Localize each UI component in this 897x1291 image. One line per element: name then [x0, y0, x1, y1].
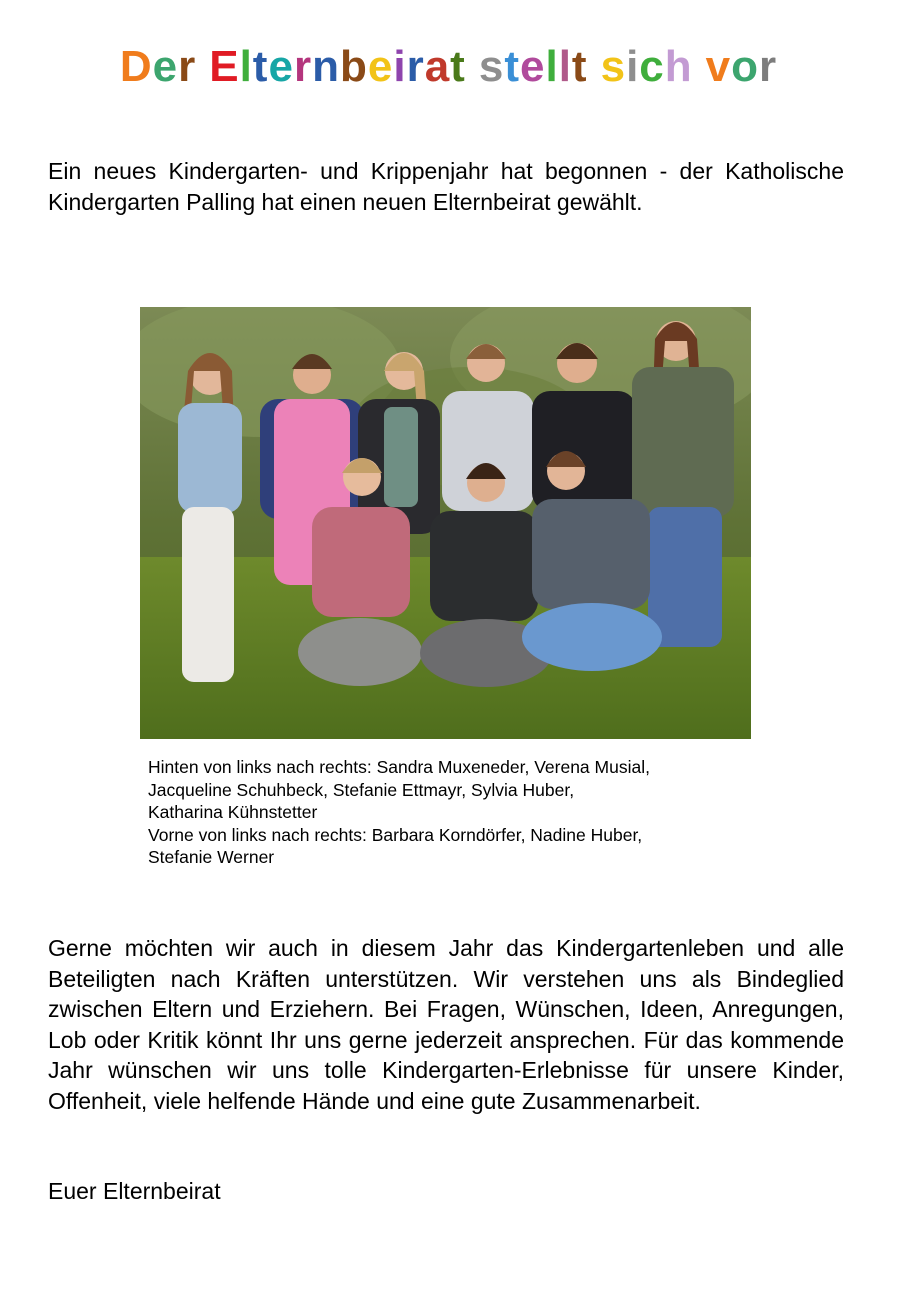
title-letter: r — [293, 42, 313, 91]
title-letter: n — [312, 42, 340, 91]
title-letter: a — [424, 42, 451, 91]
title-letter: e — [268, 42, 294, 91]
title-letter: l — [239, 42, 253, 91]
title-letter: r — [759, 42, 778, 91]
caption-line: Katharina Kühnstetter — [148, 802, 318, 822]
photo-caption — [148, 756, 768, 869]
title-letter: r — [178, 42, 197, 91]
title-letter: e — [367, 42, 394, 91]
title-letter: l — [558, 42, 572, 91]
title-letter: t — [450, 42, 466, 91]
title-letter — [588, 42, 601, 92]
title-letter: t — [252, 42, 269, 91]
title-letter: t — [571, 42, 588, 91]
body-paragraph: Gerne möchten wir auch in diesem Jahr das Kindergartenleben und alle Beteiligten nach Kräften unterstützen. Wir verstehen uns als Bindeglied zwischen Eltern und Erziehern. Bei Fragen, Wünschen, Ideen, Anregungen, Lob oder Kritik könnt Ihr uns gerne jederzeit ansprechen. Für das kommende Jahr wünschen wir uns tolle Kindergarten-Erlebnisse für unsere Kinder, Offenheit, viele helfende Hände und eine gute Zusammenarbeit. — [48, 935, 844, 1114]
caption-line: Stefanie Werner — [148, 847, 275, 867]
title-letter: t — [504, 42, 520, 91]
title-letter: l — [545, 42, 559, 91]
title-letter: i — [393, 42, 407, 91]
group-photo — [140, 307, 751, 739]
title-letter: s — [600, 42, 627, 91]
intro-paragraph: Ein neues Kindergarten- und Krippenjahr hat begonnen - der Katholische Kindergarten Palling hat einen neuen Elternbeirat gewählt. — [48, 158, 844, 215]
caption-line: Vorne von links nach rechts: Barbara Korndörfer, Nadine Huber, — [148, 824, 643, 845]
title-letter — [196, 42, 209, 92]
signature: Euer Elternbeirat — [48, 1178, 221, 1204]
title-letter: r — [406, 42, 425, 91]
title-letter: c — [639, 42, 665, 91]
page-title — [0, 42, 897, 92]
title-letter: o — [731, 42, 760, 91]
title-letter: e — [152, 42, 179, 91]
title-letter: b — [339, 42, 368, 91]
caption-line: Hinten von links nach rechts: Sandra Muxeneder, Verena Musial, — [148, 757, 650, 777]
title-letter: v — [705, 42, 732, 91]
title-letter: s — [478, 42, 505, 91]
title-letter — [466, 42, 479, 92]
title-letter — [693, 42, 706, 92]
title-letter: D — [119, 42, 153, 91]
title-letter: e — [519, 42, 546, 91]
title-letter: E — [209, 42, 240, 91]
title-letter: i — [626, 42, 640, 91]
caption-line: Jacqueline Schuhbeck, Stefanie Ettmayr, Sylvia Huber, — [148, 779, 575, 800]
title-letter: h — [664, 42, 693, 91]
